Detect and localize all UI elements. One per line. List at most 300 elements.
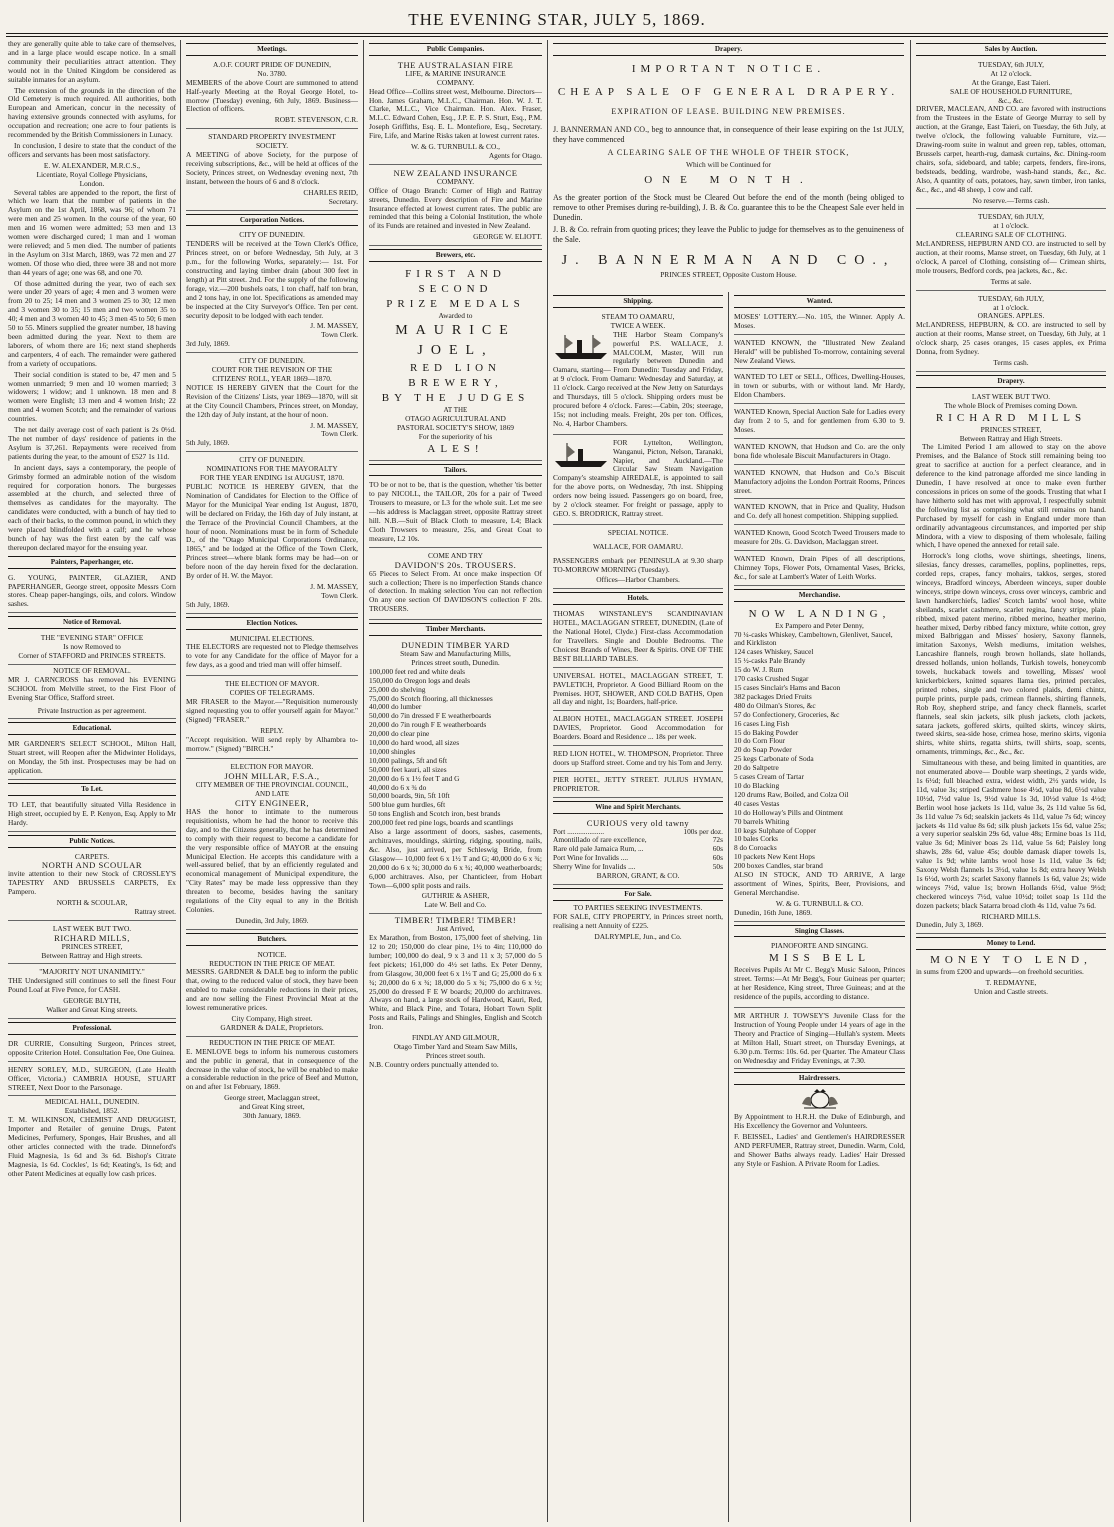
merch-footer: ALSO IN STOCK, AND TO ARRIVE, A large assortment of Wines, Spirits, Beer, Provisions, and General Merchandise. <box>734 870 905 897</box>
appointment-line: By Appointment to H.R.H. the Duke of Edinburgh, and His Excellency the Governor and Volunteers. <box>734 1112 905 1131</box>
section-heading: Corporation Notices. <box>186 214 358 227</box>
reply-body: "Accept requisition. Will send reply by Alhambra to-morrow." (Signed) "BIRCH." <box>186 734 358 753</box>
continued-line: Which will be Continued for <box>686 159 771 169</box>
section-heading: Educational. <box>8 722 176 735</box>
standard-title: STANDARD PROPERTY INVESTMENT <box>208 132 336 142</box>
aof-title: A.O.F. COURT PRIDE OF DUNEDIN, <box>213 59 331 69</box>
standard-signature: CHARLES REID, <box>303 187 358 197</box>
auction-place: At the Grange, East Taieri. <box>971 77 1051 87</box>
to-let-ad: TO LET, that beautifully situated Villa Residence in High street, occupied by E. P. Kenyon, Esq. Apply to Mr Hardy. <box>8 799 176 832</box>
majority-signature: GEORGE BLYTH, <box>63 996 121 1006</box>
tenders-date: 3rd July, 1869. <box>186 339 230 349</box>
miss-bell-body: Receives Pupils At Mr C. Begg's Music Saloon, Princes street. Terms:—At Mr Begg's, Four Guineas per quarter; at her Residence, King street, Three Guineas; and at the residence of the pupils, according to distance. <box>734 965 905 1002</box>
millar-name: JOHN MILLAR, F.S.A., <box>224 771 320 782</box>
nomination-body: PUBLIC NOTICE IS HEREBY GIVEN, that the Nomination of Candidates for Election to the Office of Mayor for the Municipal Year ending 1st August, 1870, will be declared on Friday, the 16th day of July instant, at the Terrace of the Provincial Council Chambers, at the hour of noon. Nominations must be in form of Schedule D., of the "Otago Municipal Corporations Ordinance, 1865," and be lodged at the Office of the Town Clerk, Princes street—where blank forms may be had—on or before noon of the day herein fixed for the declaration. By order of H. W. the Mayor. <box>186 481 358 581</box>
section-heading: Brewers, etc. <box>369 249 542 262</box>
findlay-body: Ex Marathon, from Boston, 175,000 feet of shelving, 1in 12 to 20; 150,000 do clear pine, 1½ to 4in; 110,000 do lumber; 100,000 do deal, 9 x 3 and 11 x 3; 57,000 do 5 feet pickets; 161,000 do 4½ set laths. Ex Peter Denny, from Glasgow, 30,000 feet 6 x 1½ T and G; 25,000 do 6 x ¾; 20,000 do 6 x ¾; 18,000 do 5 x ¾; 75,000 do 6 x ½; 25,000 do dressed F E W boards; 20,000 do architraves. Always on hand, a large stock of Hardwood, Kauri, Red, White, and Black Pine, and Totara, Hobart Town Split Posts and Rails, Palings and Shingles, English and Scotch Iron. <box>369 933 542 1032</box>
nomination-title: NOMINATIONS FOR THE MAYORALTY <box>206 464 338 474</box>
menlove-body: E. MENLOVE begs to inform his numerous customers and the public in general, that in consequence of the decrease in the value of stock, he will be enabled to make a considerable reduction in the price of Beef and Mutton, on and after 1st February, 1869. <box>186 1046 358 1092</box>
findlay-nb: N.B. Country orders punctually attended to. <box>369 1059 499 1069</box>
auction-date: TUESDAY, 6th JULY, <box>977 212 1045 222</box>
merch-row: 15 cases Sinclair's Hams and Bacon <box>734 683 841 692</box>
steamship-icon <box>553 439 609 469</box>
court-title: COURT FOR THE REVISION OF THE <box>211 365 333 375</box>
article-paragraph: The net daily average cost of each patient is 2s 0½d. The net number of days' residence of patients in the Asylum is 37,261. Repayments were received from patients during the year, to the amount of £527 1s 11d. <box>8 425 176 461</box>
section-heading: Merchandise. <box>734 589 905 602</box>
auction-terms: No reserve.—Terms cash. <box>972 195 1050 205</box>
merch-row: 15 ½-casks Pale Brandy <box>734 656 806 666</box>
masthead-rule <box>6 33 1108 34</box>
article-paragraph: In conclusion, I desire to state that the conduct of the officers and servants has been most satisfactory. <box>8 140 176 159</box>
wanted-ad: WANTED KNOWN, that Hudson and Co.'s Biscuit Manufactory adjoins the London Portrait Rooms, Princes street. <box>734 467 905 500</box>
carpets-address: Rattray street. <box>134 906 176 916</box>
nomination-subtitle: FOR THE YEAR ENDING 1st AUGUST, 1870. <box>200 473 344 483</box>
merch-row: 10 do Corn Flour <box>734 736 786 746</box>
timber-row: 40,000 do 6 x ¾ do <box>369 782 427 792</box>
millar-office: CITY MEMBER OF THE PROVINCIAL COUNCIL, <box>195 781 349 790</box>
star-office-title: THE "EVENING STAR" OFFICE <box>40 633 144 643</box>
city-title: CITY OF DUNEDIN. <box>239 455 305 465</box>
timber-row: 150,000 do Oregon logs and deals <box>369 675 470 685</box>
gardner-dale-address: City Company, High street. <box>231 1014 313 1023</box>
private-instruction: Private Instruction as per agreement. <box>8 705 176 720</box>
aof-body: MEMBERS of the above Court are summoned to attend Half-yearly Meeting at the Royal George Hotel, to-morrow (Tuesday) evening, 6th July, 1869. Business—Election of officers. <box>186 77 358 114</box>
albion-hotel-ad: ALBION HOTEL, MACLAGGAN STREET. JOSEPH DAVIES, Proprietor. Good Accommodation for Boarders. Board and Residence ... 18s per week. <box>553 713 723 746</box>
municipal-title: MUNICIPAL ELECTIONS. <box>229 633 315 643</box>
city-title: CITY OF DUNEDIN. <box>239 230 305 240</box>
timber-row: 25,000 do shelving <box>369 684 426 694</box>
section-heading: Sales by Auction. <box>916 43 1106 56</box>
merch-signature: W. & G. TURNBULL & CO. <box>775 898 864 908</box>
wallace-body: THE Harbor Steam Company's powerful P.S. WALLACE, J. MALCOLM, Master, Will run regularly between Dunedin and Oamaru, starting— From Dunedin: Tuesday and Friday, at 9 o'clock. From Oamaru: Wednesday and Saturday, at 11 o'clock. Cargo received at the New Jetty on Saturdays and Thursdays, till 5 o'clock. Shipping orders must be procured before 4 o'clock. Fares:—Cabin, 20s; steerage, 15s; not including meals. Freight, 20s per ton. Offices, No. 4, Harbor Chambers. <box>553 329 723 428</box>
notice-title: NOTICE. <box>257 949 287 959</box>
merch-row: 70 ¼-casks Whiskey, Cambeltown, Glenlivet, Saucel, and Kirkliston <box>734 629 893 648</box>
merch-row: 124 cases Whiskey, Saucel <box>734 647 814 657</box>
findlay-address: Princes street south. <box>425 1050 486 1060</box>
majority-address: Walker and Great King streets. <box>46 1005 138 1015</box>
wine-price: 50s <box>712 862 723 872</box>
australasian-subtitle: LIFE, & MARINE INSURANCE <box>405 68 506 78</box>
steamship-icon <box>553 331 609 361</box>
davidon-subtitle: DAVIDON'S 20s. TROUSERS. <box>394 559 517 570</box>
removal-title: NOTICE OF REMOVAL. <box>53 665 131 675</box>
tenders-body: TENDERS will be received at the Town Clerk's Office, Princes street, on or before Wednesday, 5th July, at 3 p.m., for the following Works, separately:— 1st. For constructing and laying timber drain (about 300 feet in length) at Pitt street. 2nd. For the supply of the following forage, viz.—200 bushels oats, 1 ton chaff, half ton bran, and 2 tons hay, in one lot. Specifications as amended may be inspected at the City Surveyor's Office. Ten per cent. security deposit to be lodged with each tender. <box>186 239 358 320</box>
merch-row: 8 do Coroacks <box>734 843 777 853</box>
wanted-ad: WANTED TO LET or SELL, Offices, Dwelling-Houses, in town or suburbs, with or without land. Mr Hardy, Eldon Chambers. <box>734 371 905 404</box>
section-heading: Painters, Paperhanger, etc. <box>8 556 176 569</box>
section-heading: Hairdressers. <box>734 1072 905 1085</box>
mills-street: PRINCES STREET, <box>980 424 1042 434</box>
turnbull-agents-role: Agents for Otago. <box>488 150 542 160</box>
section-heading: Public Companies. <box>369 43 542 56</box>
timber-row: 50,000 boards, 9in, 5ft 10ft <box>369 791 450 801</box>
joel-line: PRIZE MEDALS <box>386 298 525 311</box>
timber-row: 50,000 feet kauri, all sizes <box>369 764 447 774</box>
millar-date: Dunedin, 3rd July, 1869. <box>235 915 309 925</box>
wanted-ad: WANTED KNOWN, that in Price and Quality, Hudson and Co. defy all honest competition. Shipping supplied. <box>734 501 905 525</box>
section-heading: Notice of Removal. <box>8 616 176 629</box>
grimsby-paragraph: In ancient days, says a contemporary, the people of Grimsby formed an admirable notion of the wisdom required for corporation honors. The burgesses assembled at the church, and selected three of themselves as candidates for the mayoralty. The candidates were conducted, with a bunch of hay tied to each of their backs, to the common pound, in which they were placed blindfolded with a calf; and he whose bunch of hay was the first eaten by the calf was thereupon declared mayor for the ensuing year. <box>8 462 176 552</box>
australasian-body: Head Office—Collins street west, Melbourne. Directors—Hon. James Graham, M.L.C., Chairman. Hon. W. J. T. Clarke, M.L.C., Vice Chairman. Hon. Alex. Fraser, M.L.C. Edward Cohen, Esq., J.P. E. P. S. Sturt, Esq., P.M. Joseph Griffiths, Esq. E. L. Montefiore, Esq., Secretary. Fire, Life, and Marine Risks taken at lowest current rates. <box>369 86 542 141</box>
electors-body: THE ELECTORS are requested not to Pledge themselves to vote for any Candidate for the office of Mayor for a few days, as a good and tried man will offer himself. <box>186 642 358 670</box>
joel-line: Awarded to <box>438 311 473 321</box>
auction-time: at 1 o'clock. <box>993 302 1029 312</box>
mayor-election-title: THE ELECTION OF MAYOR. <box>224 679 320 689</box>
reply-title: REPLY. <box>260 725 284 735</box>
auction-body: McLANDRESS, HEPBURN, & CO. are instructed to sell by auction at their rooms, Manse street, on Tuesday, 6th July, at 1 o'clock sharp, 25 cases oranges, 15 cases apples, ex Prima Donna, from Sydney. <box>916 320 1106 357</box>
menlove-date: 30th January, 1869. <box>243 1111 301 1121</box>
massey-title: Town Clerk. <box>321 429 358 439</box>
merch-ex: Ex Pampero and Peter Denny, <box>775 620 864 630</box>
timber-yard-title: DUNEDIN TIMBER YARD <box>401 640 510 651</box>
property-body: FOR SALE, CITY PROPERTY, in Princes street north, realising a nett Annuity of £225. <box>553 911 723 930</box>
findlay-arrived: Just Arrived, <box>436 924 475 934</box>
star-office-address: Corner of STAFFORD and PRINCES STREETS. <box>18 651 166 660</box>
wanted-ad: WANTED Known, Drain Pipes of all descriptions, Chimney Tops, Flower Pots, Ornamental Vases, Bricks, &c., for sale at Lambert's Water of Leith Works. <box>734 553 905 586</box>
wanted-ad: MOSES' LOTTERY.—No. 105, the Winner. Apply A. Moses. <box>734 311 905 335</box>
menlove-address: George street, Maclaggan street, <box>224 1093 320 1103</box>
nz-insurance-body: Office of Otago Branch: Corner of High and Rattray streets, Dunedin. Every description of Fire and Marine Insurance effected at lowest current rates. The public are reminded that this being a Colonial Institution, the whole of its Funds are retained and invested in New Zealand. <box>369 185 542 231</box>
section-heading: To Let. <box>8 783 176 796</box>
mills-name: RICHARD MILLS, <box>54 932 130 943</box>
royal-crest-icon <box>798 1088 842 1110</box>
merch-row: 20 do Saltpetre <box>734 763 779 773</box>
signature-name: E. W. ALEXANDER, M.R.C.S., <box>43 160 141 170</box>
carpets-title: CARPETS. <box>74 851 110 861</box>
gardner-dale-body: MESSRS. GARDNER & DALE beg to inform the public that, owing to the reduced value of stock, they have been enabled to make considerable reductions in their prices, and are now selling the Finest Provincial Meat at the lowest remunerative prices. <box>186 967 358 1013</box>
column-divider <box>180 40 181 1522</box>
section-heading: Wine and Spirit Merchants. <box>553 801 723 814</box>
oamaru-title: STEAM TO OAMARU, <box>601 311 675 321</box>
merch-row: 170 casks Crushed Sugar <box>734 674 809 684</box>
timber-row: 20,000 do clear pine <box>369 729 430 739</box>
nicoll-ad: TO be or not to be, that is the question, whether 'tis better to pay NICOLL, the TAILOR, 20s for a pair of Tweed Trousers to measure, or L3 for the whole suit. Let me see—his address is Maclaggan street, opposite Rattray street hill. N.B.—Suit of Black Cloth to measure, L4; Black Cloth Trowsers to measure, 25s, and Great Coat to measure, L2 10s. <box>369 479 542 547</box>
merch-row: 40 cases Vestas <box>734 798 780 808</box>
timber-row: 50 tons English and Scotch iron, best brands <box>369 809 501 819</box>
wine-intro: CURIOUS very old tawny <box>586 817 690 828</box>
bannerman-body: J. BANNERMAN AND CO., beg to announce that, in consequence of their lease expiring on the 1st JULY, they have commenced <box>553 124 904 144</box>
carpets-signature: NORTH & SCOULAR, <box>56 898 128 908</box>
joel-line: For the superiority of his <box>418 431 493 441</box>
timber-yard-body: Also a large assortment of doors, sashes, casements, architraves, mouldings, skirting, ridging, spouting, nails, &c. Also, just arrived, per Schleswig Bride, from Glasgow— 10,000 feet 6 x 1½ T and G; 40,000 do 6 x ¾; 20,000 do 6 x ¾; 30,000 do 6 x ¾; 40,000 weatherboards; 6,000 architraves. Also, per Chanticleer, from Hobart Town—6,000 split posts and rails. <box>369 827 542 890</box>
merch-row: 70 barrels Whiting <box>734 816 790 826</box>
reduction-title: REDUCTION IN THE PRICE OF MEAT. <box>209 1037 335 1047</box>
column-4 <box>553 292 723 1522</box>
wine-price: 60s <box>712 844 723 854</box>
bannerman-address: PRINCES STREET, Opposite Custom House. <box>660 269 797 279</box>
court-subtitle: CITIZENS' ROLL, YEAR 1869—1870. <box>212 374 332 383</box>
mills-name: RICHARD MILLS <box>935 411 1087 424</box>
findlay-title: TIMBER! TIMBER! TIMBER! <box>394 915 517 926</box>
medical-hall-title: MEDICAL HALL, DUNEDIN. <box>44 1097 140 1107</box>
mills-street: PRINCES STREET, <box>61 941 123 951</box>
wine-price: 72s <box>712 835 723 845</box>
auction-body: McLANDRESS, HEPBURN AND CO. are instructed to sell by auction, at their rooms, Manse street, on Tuesday, 6th July, at 1 o'clock, A parcel of Clothing, consisting of— Crimean shirts, mole trousers, Bedford cords, pea jackets, &c., &c. <box>916 239 1106 275</box>
merch-row: 120 drums Raw, Boiled, and Colza Oil <box>734 789 849 799</box>
timber-row: 40,000 do lumber <box>369 702 422 712</box>
column-3 <box>369 40 542 1522</box>
masthead-title: THE EVENING STAR, JULY 5, 1869. <box>408 10 706 29</box>
merch-row: 10 packets New Kent Hops <box>734 852 815 862</box>
auction-terms: Terms at sale. <box>990 276 1032 286</box>
carpets-firm: NORTH AND SCOULAR <box>41 860 143 871</box>
joel-line: PASTORAL SOCIETY'S SHOW, 1869 <box>396 422 514 432</box>
auction-time: At 12 o'clock. <box>990 68 1032 78</box>
section-heading: Drapery. <box>916 375 1106 388</box>
now-landing: NOW LANDING, <box>748 607 891 620</box>
article-paragraph: Of those admitted during the year, two of each sex were under 20 years of age; 4 men and 3 women were from 20 to 25; 14 men and 3 women 25 to 30; 12 men and 3 women 30 to 35; 15 men and two women 35 to 40; 4 men and 3 women 40 to 45; 3 men 45 to 50; 6 men 50 to 55. Miners supplied the greater number, 18 having been admitted during the year. Next to them are laborers, of whom there are 16; next stand shepherds and carpenters, 4 of each. The remainder were gathered from a variety of occupations. <box>8 278 176 368</box>
wine-item: Amontillado of rare excellence, <box>553 835 647 845</box>
wilkinson-ad: T. M. WILKINSON, CHEMIST AND DRUGGIST, Importer and Retailer of genuine Drugs, Patent Medicines, Perfumery, Sponges, Hair Brushes, and all other articles connected with the trade. Dinneford's Fluid Magnesia, 1s 6d and 3s 6d. Bishop's Citrate Magnesia, 1s 6d. Cockles', 1s 6d; Keating's, 1s 6d; and other Patent Medicines at equally low cash prices. <box>8 1115 176 1178</box>
section-heading: Meetings. <box>186 43 358 56</box>
mills-paragraph: Simultaneous with these, and being limited in quantities, are not enumerated above— Double warp sheetings, 2 yards wide, 1s 6½d; full bleached extra, widest width, 2½ yards wide, 1s 11d, value 3s; striped Cashmere hose 4½d, value 8d, 6½d value 10½d, 7½d value 1s, 9½d value 1s 3d, 10½d value 1s 4½d; Berlin wool hose jackets 1s 11d, value 3s, 2s 11d value 5s 6d, 3s 11d value 7s 6d; sealskin jackets 4s 11d, value 7s 6d; wincey jackets 4s 11d value 8s 6d; silk plush jackets 15s 6d, value 25s; a very superior sealskin 29s 6d, value 48s; Ermine boas 1s 11d, value 3s 6d; Miniver boas 2s 11d, value 5s 6d; Paisley long shawls, 28s 6d, value 45s; double damask diaper towels 1s, value 1s 9d; white lambs wool hose 1s 11d, value 3s 6d; Saxony Welsh flannels 1s 3½d, value 1s 8d; extra heavy Welsh 1s 6½d, worth 2s; scarlet Saxony flannels 1s 6d, value 2s; wide winceys 7½d, value 1s; brown Hollands 6½d, value 9½d; checkered winceys 7½d, value 10½d; toilet soap 1s 11d the dozen packets; black Satarra broad cloth 4s 11d, value 7s 6d. <box>916 758 1106 910</box>
pier-hotel-ad: PIER HOTEL, JETTY STREET. JULIUS HYMAN, PROPRIETOR. <box>553 774 723 798</box>
special-notice-title: SPECIAL NOTICE. <box>607 527 669 537</box>
money-body: in sums from £200 and upwards—on freehold securities. <box>916 967 1084 977</box>
menlove-address-2: and Great King street, <box>239 1102 305 1112</box>
timber-row: 200,000 feet red pine logs, boards and scantlings <box>369 818 514 828</box>
star-office-line: Is now Removed to <box>63 642 121 652</box>
merch-row: 200 boxes Candles, star brand <box>734 861 823 871</box>
merch-row: 15 do W. J. Rum <box>734 665 784 675</box>
telegram-body: MR FRASER to the Mayor.—"Requisition numerously signed requesting you to offer yourself again for Mayor." (Signed) "FRASER." <box>186 697 358 724</box>
column-6 <box>916 40 1106 1522</box>
article-paragraph: Their social condition is stated to be, 47 men and 5 women unmarried; 9 men and 10 women married; 3 widowers; 1 widow; and 1 unknown. 18 men and 8 women were English; 13 men and 4 women Irish; 22 men and 4 women Scotch; and the remainder of various countries. <box>8 369 176 424</box>
australasian-company: COMPANY. <box>436 77 475 87</box>
millar-engineer: CITY ENGINEER, <box>235 798 309 809</box>
wine-signature: BARRON, GRANT, & CO. <box>596 871 680 881</box>
auction-date: TUESDAY, 6th JULY, <box>977 59 1045 69</box>
bannerman-body-3: J. B. & Co. refrain from quoting prices; they leave the Public to judge for themselves as to the genuineness of the Sale. <box>553 224 904 244</box>
merch-date: Dunedin, 16th June, 1869. <box>734 907 813 917</box>
column-divider <box>547 40 548 1522</box>
wanted-ad: WANTED KNOWN, that Hudson and Co. are the only bona fide wholesale Biscuit Manufacturers in Otago. <box>734 441 905 465</box>
airedale-body: FOR Lyttelton, Wellington, Wanganui, Picton, Nelson, Taranaki, Napier, and Auckland.—The Circular Saw Steam Navigation Company's steamship AIREDALE, is appointed to sail for the above ports, on Wednesday, 7th inst. Shipping orders now being issued. Passengers go on board, free, by 2 o'clock steamer. For freight or passage, apply to GEO. S. BRODRICK, Rattray street. <box>553 437 723 518</box>
massey-title: Town Clerk. <box>321 590 358 600</box>
important-notice: IMPORTANT NOTICE. <box>631 62 826 75</box>
timber-row: 10,000 do hard wood, all sizes <box>369 738 460 748</box>
universal-hotel-ad: UNIVERSAL HOTEL, MACLAGGAN STREET, T. PAVLETICH, Proprietor. A Good Billiard Room on the Premises. HOT, SHOWER, AND COLD BATHS, Open all day and night, 1s; Boarders, half-price. <box>553 670 723 712</box>
timber-row: 75,000 do Scotch flooring, all thicknesses <box>369 693 493 703</box>
australasian-title: THE AUSTRALASIAN FIRE <box>397 59 514 70</box>
timber-row: 20,000 do 6 x 1½ feet T and G <box>369 773 460 783</box>
massey-name: J. M. MASSEY, <box>310 420 358 430</box>
timber-row: 50,000 do 7in dressed F E weatherboards <box>369 711 492 721</box>
auction-date: TUESDAY, 6th JULY, <box>977 293 1045 303</box>
merch-row: 480 do Oilman's Stores, &c <box>734 700 816 710</box>
column-divider <box>728 292 729 1522</box>
wine-item: Port Wine for Invalids .... <box>553 853 629 863</box>
timber-row: 100,000 feet red and white deals <box>369 666 466 676</box>
merch-row: 16 cases Ling Fish <box>734 718 790 728</box>
findlay-signature: FINDLAY AND GILMOUR, <box>411 1033 500 1043</box>
telegrams-title: COPIES OF TELEGRAMS. <box>229 688 315 698</box>
timber-row: 500 blue gum hurdles, 6ft <box>369 800 446 810</box>
davidon-title: COME AND TRY <box>428 550 483 560</box>
court-date: 5th July, 1869. <box>186 438 230 448</box>
pianoforte-title: PIANOFORTE AND SINGING. <box>770 941 869 951</box>
one-month: ONE MONTH. <box>644 173 813 186</box>
medical-hall-established: Established, 1852. <box>64 1106 120 1116</box>
clearing-sale: A CLEARING SALE OF THE WHOLE OF THEIR STOCK, <box>607 147 850 157</box>
findlay-yard: Otago Timber Yard and Steam Saw Mills, <box>393 1041 518 1051</box>
aof-signature: ROBT. STEVENSON, C.R. <box>274 115 358 125</box>
section-heading: Singing Classes. <box>734 925 905 938</box>
lastweek-title: LAST WEEK BUT TWO. <box>971 391 1051 401</box>
article-paragraph: they are generally quite able to take care of themselves, and in a large place would escape notice. In a small community their peculiarities attract attention. They would not in the United Kingdom be considered as suitable inmates for an asylum. <box>8 40 176 84</box>
majority-title: "MAJORITY NOT UNANIMITY." <box>39 967 145 977</box>
sorley-ad: HENRY SORLEY, M.D., SURGEON, (Late Health Officer, Victoria.) CAMBRIA HOUSE, STUART STREET, Next Door to the Parsonage. <box>8 1064 176 1097</box>
section-heading: Drapery. <box>553 43 904 56</box>
auction-title: CLEARING SALE OF CLOTHING. <box>955 230 1067 240</box>
auction-title: SALE OF HOUSEHOLD FURNITURE, <box>950 86 1072 96</box>
mills-date: Dunedin, July 3, 1869. <box>916 920 984 930</box>
cheap-sale: CHEAP SALE OF GENERAL DRAPERY. <box>557 85 900 98</box>
article-paragraph: The extension of the grounds in the direction of the Old Cemetery is much required. All authorities, both European and American, concur in the necessity of having extensive grounds connected with asylums, for occupation and recreation; one acre to four patients is recommended by the British Commissioners in Lunacy. <box>8 85 176 140</box>
wine-item: Port .................... <box>553 826 605 836</box>
young-ad: G. YOUNG, PAINTER, GLAZIER, AND PAPERHANGER, George street, opposite Messrs Corn stores. Cheap paper-hangings, oils, and colors. Window sashes. <box>8 572 176 614</box>
mills-paragraph: Horrock's long cloths, wove shirtings, sheetings, linens, silesias, fancy dresses, caramelles, poplins, poplinettes, reps, corded reps, crapes, fancy mohairs, takkos, serges, stored winceys, Bradford winceys, Aberdeen winceys, super double winceys, stripe down winceys, cross over winceys, cambric and lawn handkerchiefs, ladies' Scotch lambs' wool hose, white sheilands, scarlet cashmere, scarlet regina, fancy stripe, plain ribbed, mixed patent merino, ribbed merino, heather merino, heather mixed, Derby ribbed fancy mixture, white cotton, grey mixed Balbriggan and Misses' hosiery, Saxony flannels, imitation Saxonys, Welsh mediums, imitation welshes, Lancashire flannels, rough brown hollands, slate hollands, dressed hollands, union hollands, Turkish towels, honeycomb towels, huckaback towels and towelling, Misses' wool knickerbickers, knitted squares llama ties, printed percales, printed robes, single and two colored plaids, demi chintz, purple prints, purple pads, crimean flannels, shirting flannels, Rob Roy, shepherd stripe, and fancy check flannels, scarlet flannels, seal skin jackets, silk plush jackets, cloth jackets, satara jackets, goffered skirts, quilted skirts, wincey skirts, tweed skirts, sea-side hose, crimea hose, merino skirts, vigonia shirts, white shirts, regatta shirts, twill shirts, soap, scents, ornaments, trimmings, &c., &c., &c. <box>916 551 1106 757</box>
section-heading: Tailors. <box>369 464 542 477</box>
reduction-title: REDUCTION IN THE PRICE OF MEAT. <box>209 958 335 968</box>
guthrie-late: Late W. Bell and Co. <box>424 900 487 910</box>
merch-row: 10 kegs Sulphate of Copper <box>734 825 817 835</box>
oamaru-subtitle: TWICE A WEEK. <box>610 320 666 330</box>
timber-row: 10,000 shingles <box>369 746 416 756</box>
timber-row: 20,000 do 7in rough F E weatherboards <box>369 720 487 730</box>
wanted-ad: WANTED Known, Special Auction Sale for Ladies every day from 2 to 5, and for gentlemen from 6.30 to 9. Moses. <box>734 406 905 439</box>
expiration-line: EXPIRATION OF LEASE. BUILDING NEW PREMISES. <box>611 106 846 116</box>
section-heading: Election Notices. <box>186 617 358 630</box>
section-heading: Public Notices. <box>8 835 176 848</box>
aof-number: No. 3780. <box>257 68 287 78</box>
millar-body: HAS the honor to intimate to the numerous requisitionists, whom he had the honor to receive this day, and to the Citizens generally, that he has determined to comply with their request to become a candidate for the very responsible office of MAYOR at the ensuing Municipal Election. He accepts this candidature with a well-assured belief, that by an efficiently regulated and economical management of Municipal expenditure, the "City Rates" may be made less oppressive than they threaten to become, besides having the sanitary regulations of the City equal to any in the British Colonies. <box>186 806 358 914</box>
mills-signature: RICHARD MILLS. <box>981 911 1041 921</box>
carpets-body: invite attention to their new Stock of CROSSLEY'S TAPESTRY AND BRUSSELS CARPETS, Ex Pampero. <box>8 869 176 897</box>
massey-title: Town Clerk. <box>321 330 358 340</box>
column-divider <box>910 40 911 1522</box>
money-title: MONEY TO LEND, <box>930 954 1092 967</box>
carncross-ad: MR J. CARNCROSS has removed his EVENING SCHOOL from Melville street, to the First Floor of Evening Star Office, Stafford street. <box>8 674 176 702</box>
bannerman-name: J. BANNERMAN AND CO., <box>561 252 896 268</box>
drapery-banner <box>553 40 904 290</box>
mills-between: Between Rattray and High Streets. <box>959 433 1063 443</box>
dalrymple-signature: DALRYMPLE, Jun., and Co. <box>594 931 682 941</box>
mills-paragraph: The Limited Period I am allowed to stay on the above Premises, and the Balance of Stock still remaining being too great to sacrifice at auction for a perfect clearance, and in deference to the kind patronage afforded me since landing in Dunedin, I have resolved at once to make even further concessions in prices on some of the goods. Trusting that what I have hitherto sold has met with approval, I respectfully submit the following list as comprising what still remains on hand. Purchased by myself for cash in England under more than ordinarily advantageous circumstances, and imported per ship Mindora, with a view to disposing of them wholesale, failing which, I have opened the annexed for retail sale. <box>916 442 1106 550</box>
mills-between: Between Rattray and High streets. <box>41 950 143 960</box>
miss-bell-name: MISS BELL <box>769 952 870 965</box>
merch-row: 25 kegs Carbonate of Soda <box>734 754 814 764</box>
turnbull-agents: W. & G. TURNBULL & CO., <box>410 142 501 152</box>
signature-place: London. <box>79 178 105 188</box>
column-divider <box>363 40 364 1522</box>
nz-insurance-company: COMPANY. <box>436 176 475 186</box>
joel-line: FIRST AND SECOND <box>405 268 506 296</box>
section-heading: For Sale. <box>553 888 723 901</box>
city-title: CITY OF DUNEDIN. <box>239 356 305 366</box>
scandinavian-hotel-ad: THOMAS WINSTANLEY'S SCANDINAVIAN HOTEL, MACLAGGAN STREET, DUNEDIN, (Late of the National Hotel, Clyde.) First-class Accommodation for Travellers. Single and Double Bedrooms. The Choicest Brands of Wines, Beer & Spirits. ONE OF THE BEST BILLIARD TABLES. <box>553 608 723 667</box>
towsey-ad: MR ARTHUR J. TOWSEY'S Juvenile Class for the Instruction of Young People under 14 years of age in the Theory and Practice of Singing—Hullah's system. Meets at Milton Hall, Stuart street, on Thursday Evenings, at 6.30 p.m. Terms: 10s. 6d. per Quarter. The Amateur Class on Wednesday and Friday Evenings, at 7.30. <box>734 1010 905 1069</box>
lastweek-subtitle: The whole Block of Premises coming Down. <box>944 400 1078 410</box>
merch-row: 10 do Blacking <box>734 780 780 790</box>
currie-ad: DR CURRIE, Consulting Surgeon, Princes street, opposite Criterion Hotel. Consultation Fee, One Guinea. <box>8 1038 176 1062</box>
wine-price: 100s per doz. <box>683 826 723 836</box>
lastweek-title: LAST WEEK BUT TWO. <box>52 923 132 933</box>
joel-name: MAURICE JOEL, <box>395 322 516 358</box>
timber-yard-subtitle: Steam Saw and Manufacturing Mills, <box>400 648 511 658</box>
nz-insurance-title: NEW ZEALAND INSURANCE <box>393 167 518 178</box>
redmayne-address: Union and Castle streets. <box>974 987 1048 997</box>
joel-line: OTAGO AGRICULTURAL AND <box>405 413 506 423</box>
auction-title-etc: &c., &c. <box>998 95 1024 105</box>
wallace-oamaru: WALLACE, FOR OAMARU. <box>593 541 683 551</box>
offices-line: Offices—Harbor Chambers. <box>596 575 680 585</box>
bannerman-body-2: As the greater portion of the Stock must be Cleared Out before the end of the month (being obliged to remove to other Premises during re-building), J. B. & Co. guarantee this to be the Cheapest Sale ever held in Dunedin. <box>553 192 904 222</box>
massey-name: J. M. MASSEY, <box>310 581 358 591</box>
gardner-dale-proprietors: GARDNER & DALE, Proprietors. <box>220 1022 324 1032</box>
auction-time: at 1 o'clock. <box>993 221 1029 231</box>
beissel-ad: F. BEISSEL, Ladies' and Gentlemen's HAIRDRESSER AND PERFUMER, Rattray street, Dunedin. Warm, Cold, and Shower Baths always ready. Ladies' Hair Dressed any Style or Fashion. A Private Room for Ladies. <box>734 1132 905 1168</box>
davidon-body: 65 Pieces to Select From. At once make inspection Of such a collection; There is no imperfection Stands chance of detection. In making selection You can not reflection On any one section Of DAVIDSON'S collection F 20s. TROUSERS. <box>369 568 542 614</box>
wine-item: Rare old pale Jamaica Rum, ... <box>553 844 644 854</box>
section-heading: Money to Lend. <box>916 937 1106 950</box>
section-heading: Hotels. <box>553 592 723 605</box>
joel-line: BY THE JUDGES <box>381 391 530 404</box>
timber-row: 10,000 palings, 5ft and 6ft <box>369 755 448 765</box>
gardner-school-ad: MR GARDNER'S SELECT SCHOOL, Milton Hall, Stuart street, will Reopen after the Midwinter Holidays, on Monday, the 5th inst. Prospectuses may be had on application. <box>8 738 176 780</box>
merch-row: 10 do Holloway's Pills and Ointment <box>734 807 844 817</box>
joel-line: RED LION BREWERY, <box>408 361 503 389</box>
nomination-date: 5th July, 1869. <box>186 599 230 609</box>
wanted-ad: WANTED Known, Good Scotch Tweed Trousers made to measure for 20s. G. Davidson, Maclaggan street. <box>734 527 905 551</box>
standard-body: A MEETING of above Society, for the purpose of receiving subscriptions, &c., will be held at offices of the Society, Princes street, on Wednesday evening next, 7th instant, between the hours of 6 and 8 o'clock. <box>186 150 358 186</box>
redmayne-signature: T. REDMAYNE, <box>985 978 1037 988</box>
millar-title: ELECTION FOR MAYOR. <box>230 762 314 772</box>
investments-title: TO PARTIES SEEKING INVESTMENTS. <box>573 902 703 912</box>
merch-row: 15 do Baking Powder <box>734 727 799 737</box>
section-heading: Wanted. <box>734 295 905 308</box>
column-1 <box>8 40 176 1522</box>
section-heading: Professional. <box>8 1022 176 1035</box>
auction-title: ORANGES. APPLES. <box>977 311 1045 321</box>
merch-row: 20 do Soap Powder <box>734 745 792 755</box>
passengers-body: PASSENGERS embark per PENINSULA at 9.30 sharp TO-MORROW MORNING (Tuesday). <box>553 555 723 574</box>
section-heading: Shipping. <box>553 295 723 308</box>
majority-body: THE Undersigned still continues to sell the finest Four Pound Loaf at Five Pence, for CASH. <box>8 976 176 995</box>
massey-name: J. M. MASSEY, <box>310 321 358 331</box>
article-paragraph: Several tables are appended to the report, the first of which we learn that the number of patients in the Asylum on the 1st April, 1868, was 96; of whom 71 were men and 25 women. In the course of the year, 60 men and 16 women were admitted; 53 men and 13 women were discharged cured; 1 man and 1 woman were relieved; and 5 men died. The number of patients in the Asylum on 31st March, 1869, was 72 men and 27 women. Of those who died, three were 38 and not more than 44 years of age; one was 68, and one 70. <box>8 187 176 277</box>
joel-line: ALES! <box>427 442 484 455</box>
merch-row: 382 packages Dried Fruits <box>734 691 812 701</box>
standard-role: Secretary. <box>328 196 358 206</box>
auction-terms: Terms cash. <box>993 358 1029 367</box>
signature-title: Licentiate, Royal College Physicians, <box>36 169 148 179</box>
nz-insurance-signature: GEORGE W. ELIOTT. <box>473 232 542 242</box>
merch-row: 10 bales Corks <box>734 834 778 844</box>
masthead-rule-2 <box>6 36 1108 37</box>
wine-item: Sherry Wine for Invalids .... <box>553 862 636 872</box>
merch-row: 5 cases Cream of Tartar <box>734 772 804 782</box>
guthrie-signature: GUTHRIE & ASHER, <box>421 891 490 901</box>
joel-line: AT THE <box>443 405 468 414</box>
section-heading: Butchers. <box>186 933 358 946</box>
column-5 <box>734 292 905 1522</box>
timber-yard-address: Princes street south, Dunedin. <box>411 657 500 667</box>
wine-price-list <box>553 828 723 873</box>
millar-and: AND LATE <box>254 790 290 799</box>
standard-subtitle: SOCIETY. <box>255 141 289 151</box>
column-2 <box>186 40 358 1522</box>
